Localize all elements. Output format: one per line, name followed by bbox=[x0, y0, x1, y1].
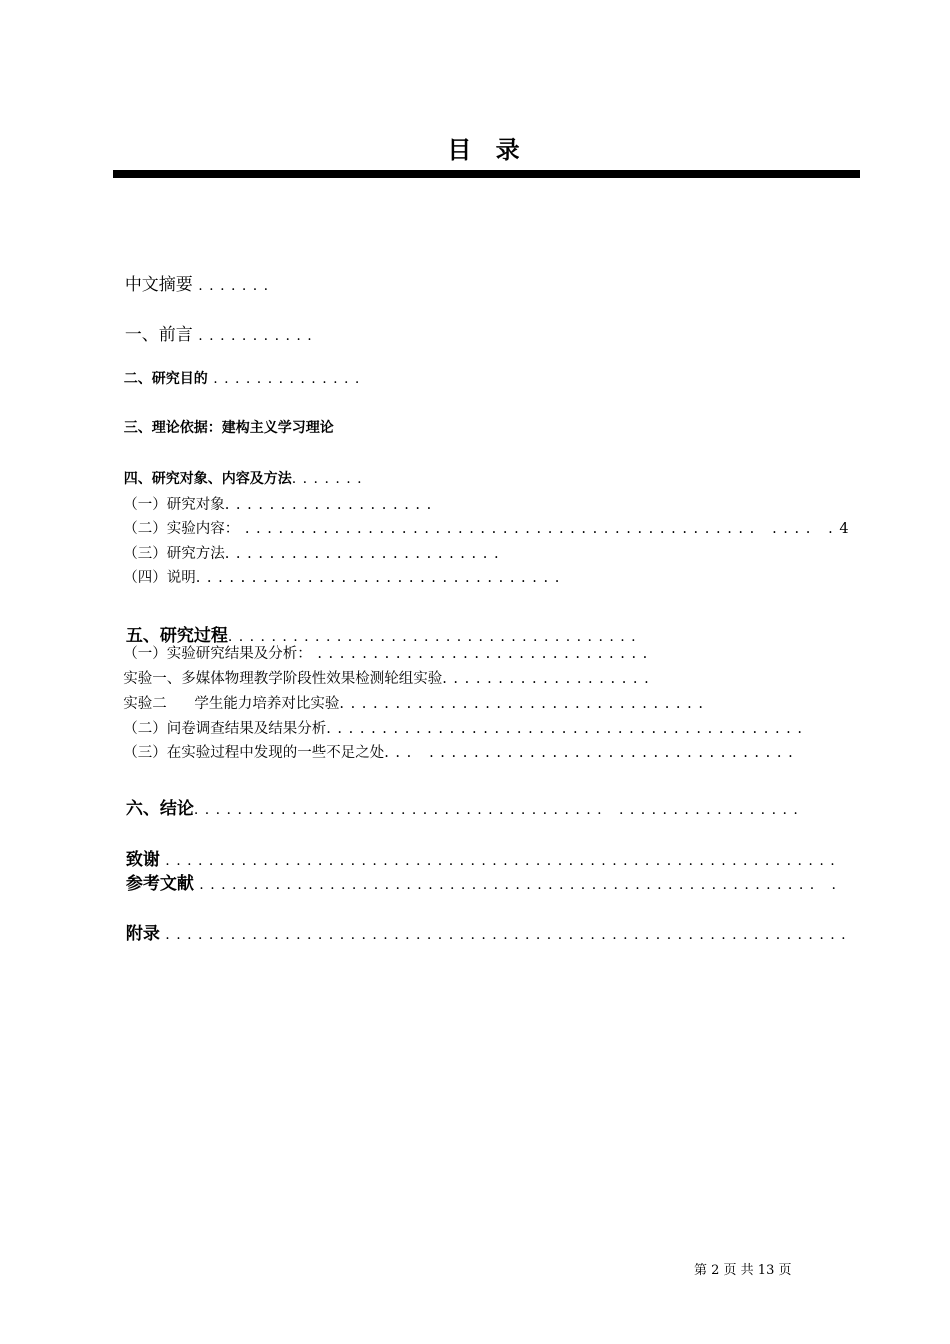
toc-leader: . . . . . . . . . . . . . . . . . . . . . . . . . . . . . . . . . . . . . . . . . . . . . . . . . . . 4 bbox=[239, 521, 850, 537]
toc-entry-label: 三、理论依据：建构主义学习理论 bbox=[123, 420, 334, 436]
toc-leader: . . . . . . . . . . . . . . . . . . . . . . . . . . . . . . . . . bbox=[339, 696, 704, 712]
toc-subentry-notes[interactable] bbox=[114, 550, 560, 587]
toc-entry-abstract[interactable] bbox=[114, 250, 269, 295]
toc-entry-theory[interactable] bbox=[114, 401, 334, 437]
toc-leader: . . . . . . . . . . . bbox=[192, 328, 313, 344]
toc-leader: . . . . . . . . . . . . . . . . . . . . . . . . . . . . . . bbox=[311, 646, 649, 662]
toc-entry-references[interactable] bbox=[114, 849, 837, 894]
toc-leader: . . . . . . . . . . . . . . . . . . . . . . . . . . . . . . . . . . . . bbox=[384, 745, 794, 761]
toc-entry-label: 中文摘要 bbox=[124, 275, 193, 295]
toc-entry-label: （二）实验内容： bbox=[123, 521, 240, 537]
toc-entry-label: （四）说明 bbox=[123, 570, 196, 586]
toc-entry-label: 实验二 学生能力培养对比实验 bbox=[123, 696, 340, 712]
toc-leader: . . . . . . . . . . . . . . . . . . . . . . . . . . . . . . . . . . . . . . bbox=[227, 629, 637, 645]
page-title: 目 录 bbox=[447, 136, 528, 164]
toc-subentry-shortcomings[interactable] bbox=[114, 725, 794, 762]
toc-leader: . . . . . . . bbox=[291, 471, 363, 487]
toc-entry-appendix[interactable] bbox=[114, 899, 847, 944]
toc-entry-label: （三）研究方法 bbox=[123, 546, 225, 562]
toc-leader: . . . . . . . . . . . . . . . . . . . bbox=[224, 497, 433, 513]
toc-entry-label: 致谢 bbox=[125, 850, 160, 870]
toc-entry-label: （三）在实验过程中发现的一些不足之处 bbox=[123, 745, 385, 761]
toc-entry-label: 附录 bbox=[125, 924, 160, 944]
toc-leader: . . . . . . . . . . . . . . . . . . . . . . . . . . . . . . . . . bbox=[195, 570, 561, 586]
toc-leader: . . . . . . . bbox=[192, 278, 270, 294]
toc-entry-purpose[interactable] bbox=[114, 352, 360, 388]
toc-leader: . . . . . . . . . . . . . . . . . . . . . . . . . . . . . . . . . . . . . . . . . . . bbox=[326, 721, 803, 737]
toc-leader: . . . . . . . . . . . . . . . . . . . . . . . . . bbox=[224, 546, 500, 562]
toc-entry-label: 六、结论 bbox=[125, 799, 194, 819]
toc-leader: . . . . . . . . . . . . . . . . . . . . . . . . . . . . . . . . . . . . . . . . . . . . . . . . . . . . . . . . . . bbox=[193, 877, 837, 893]
toc-leader: . . . . . . . . . . . . . . bbox=[207, 371, 361, 387]
toc-leader: . . . . . . . . . . . . . . . . . . . . . . . . . . . . . . . . . . . . . . . . . . . . . . . . . . . . . . . bbox=[193, 802, 799, 818]
toc-entry-preface[interactable] bbox=[114, 300, 313, 345]
toc-entry-label: 五、研究过程 bbox=[125, 626, 228, 646]
toc-entry-conclusion[interactable] bbox=[114, 774, 799, 819]
page-number-footer: 第 2 页 共 13 页 bbox=[694, 1263, 792, 1278]
toc-entry-label: （一）实验研究结果及分析： bbox=[123, 646, 312, 662]
toc-leader: . . . . . . . . . . . . . . . . . . . . . . . . . . . . . . . . . . . . . . . . . . . . . . . . . . . . . . . . . . . . . . bbox=[159, 853, 836, 869]
toc-entry-label: （二）问卷调查结果及结果分析 bbox=[123, 721, 327, 737]
toc-entry-label: 实验一、多媒体物理教学阶段性效果检测轮组实验 bbox=[123, 671, 443, 687]
toc-leader: . . . . . . . . . . . . . . . . . . . bbox=[442, 671, 650, 687]
toc-entry-label: 一、前言 bbox=[124, 325, 193, 345]
title-rule bbox=[113, 170, 860, 178]
toc-entry-label: 二、研究目的 bbox=[123, 371, 208, 387]
toc-entry-label: 参考文献 bbox=[125, 874, 194, 894]
toc-leader: . . . . . . . . . . . . . . . . . . . . . . . . . . . . . . . . . . . . . . . . . . . . . . . . . . . . . . . . . . . . . . . bbox=[159, 927, 847, 943]
toc-entry-label: 四、研究对象、内容及方法 bbox=[123, 471, 292, 487]
toc-entry-label: （一）研究对象 bbox=[123, 497, 225, 513]
